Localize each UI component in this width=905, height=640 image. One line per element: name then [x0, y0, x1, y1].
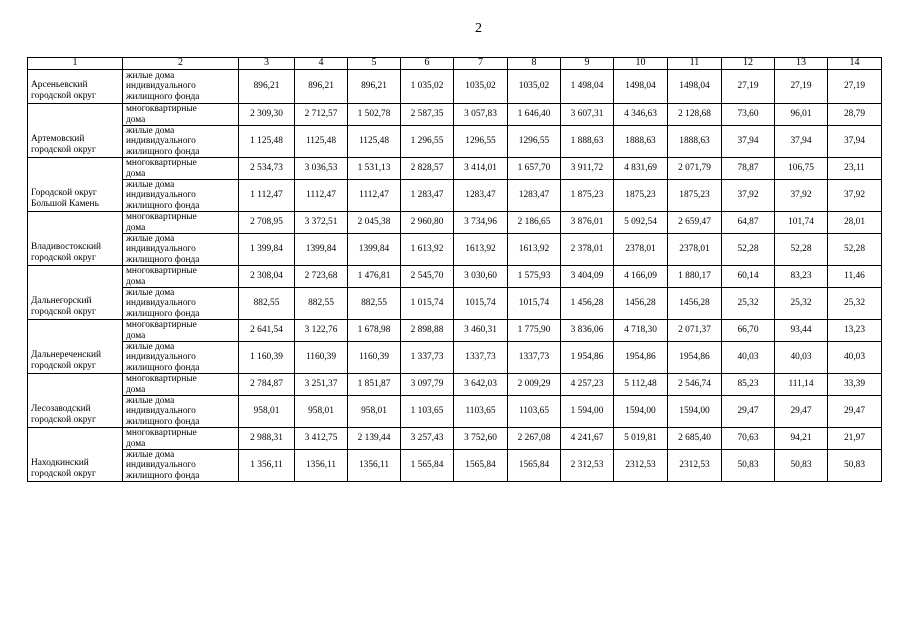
region-name-line: Владивостокский	[31, 242, 102, 252]
region-name-line: городской округ	[31, 468, 96, 479]
table-row	[28, 180, 882, 212]
column-number-9: 9	[561, 58, 614, 70]
value-cell-col-5: 1399,84	[348, 234, 401, 266]
value-cell-col-3: 2 309,30	[239, 104, 295, 126]
housing-type-line: жилые дома	[126, 180, 175, 191]
value-cell-col-3: 2 988,31	[239, 428, 295, 450]
value-cell-col-14: 25,32	[828, 288, 882, 320]
region-name-line: городской округ	[31, 414, 96, 425]
value-cell-col-4: 3 251,37	[295, 374, 348, 396]
housing-type-line: жилые дома	[126, 126, 175, 137]
tariff-table	[27, 57, 882, 482]
value-cell-col-3: 2 708,95	[239, 212, 295, 234]
value-cell-col-11: 2 071,37	[668, 320, 722, 342]
value-cell-col-10: 1875,23	[614, 180, 668, 212]
value-cell-col-5: 882,55	[348, 288, 401, 320]
value-cell-col-12: 40,03	[722, 342, 775, 374]
value-cell-col-3: 1 356,11	[239, 450, 295, 482]
value-cell-col-8: 1 657,70	[508, 158, 561, 180]
column-number-8: 8	[508, 58, 561, 70]
value-cell-col-10: 1888,63	[614, 126, 668, 158]
value-cell-col-13: 37,92	[775, 180, 828, 212]
value-cell-col-13: 93,44	[775, 320, 828, 342]
value-cell-col-5: 896,21	[348, 70, 401, 104]
housing-type	[123, 288, 239, 320]
value-cell-col-4: 1160,39	[295, 342, 348, 374]
value-cell-col-13: 25,32	[775, 288, 828, 320]
housing-type	[123, 212, 239, 234]
table-row	[28, 374, 882, 396]
value-cell-col-11: 2378,01	[668, 234, 722, 266]
value-cell-col-8: 1296,55	[508, 126, 561, 158]
housing-type-line: жилищного фонда	[126, 91, 200, 102]
value-cell-col-4: 3 372,51	[295, 212, 348, 234]
value-cell-col-12: 37,94	[722, 126, 775, 158]
value-cell-col-11: 1456,28	[668, 288, 722, 320]
value-cell-col-13: 111,14	[775, 374, 828, 396]
value-cell-col-10: 1456,28	[614, 288, 668, 320]
value-cell-col-8: 2 267,08	[508, 428, 561, 450]
value-cell-col-12: 37,92	[722, 180, 775, 212]
region-name	[28, 320, 123, 374]
value-cell-col-7: 1296,55	[454, 126, 508, 158]
value-cell-col-13: 29,47	[775, 396, 828, 428]
value-cell-col-7: 1015,74	[454, 288, 508, 320]
housing-type-line: дома	[126, 168, 146, 179]
value-cell-col-8: 1565,84	[508, 450, 561, 482]
value-cell-col-9: 1 888,63	[561, 126, 614, 158]
value-cell-col-5: 1 502,78	[348, 104, 401, 126]
value-cell-col-3: 958,01	[239, 396, 295, 428]
value-cell-col-14: 37,94	[828, 126, 882, 158]
value-cell-col-7: 1337,73	[454, 342, 508, 374]
housing-type	[123, 70, 239, 104]
value-cell-col-4: 3 412,75	[295, 428, 348, 450]
region-name	[28, 428, 123, 482]
region-name	[28, 158, 123, 212]
housing-type	[123, 450, 239, 482]
value-cell-col-14: 29,47	[828, 396, 882, 428]
housing-type-line: индивидуального	[126, 298, 196, 309]
table-row	[28, 70, 882, 104]
value-cell-col-4: 1125,48	[295, 126, 348, 158]
table-row	[28, 126, 882, 158]
table-row	[28, 450, 882, 482]
value-cell-col-4: 1399,84	[295, 234, 348, 266]
housing-type-line: жилищного фонда	[126, 146, 200, 157]
housing-type-line: жилищного фонда	[126, 362, 200, 373]
value-cell-col-5: 1 476,81	[348, 266, 401, 288]
value-cell-col-6: 3 097,79	[401, 374, 454, 396]
value-cell-col-10: 1498,04	[614, 70, 668, 104]
housing-type	[123, 104, 239, 126]
region-name-line: Лесозаводский	[31, 404, 91, 414]
table-row	[28, 428, 882, 450]
value-cell-col-9: 2 312,53	[561, 450, 614, 482]
housing-type	[123, 428, 239, 450]
region-name-line: Городской округ	[31, 188, 97, 198]
value-cell-col-10: 5 112,48	[614, 374, 668, 396]
column-number-5: 5	[348, 58, 401, 70]
value-cell-col-8: 1337,73	[508, 342, 561, 374]
value-cell-col-7: 3 057,83	[454, 104, 508, 126]
value-cell-col-14: 13,23	[828, 320, 882, 342]
value-cell-col-3: 2 641,54	[239, 320, 295, 342]
value-cell-col-6: 3 257,43	[401, 428, 454, 450]
value-cell-col-4: 958,01	[295, 396, 348, 428]
value-cell-col-8: 2 186,65	[508, 212, 561, 234]
value-cell-col-6: 1 035,02	[401, 70, 454, 104]
housing-type-line: многоквартирные	[126, 158, 197, 169]
value-cell-col-9: 1 875,23	[561, 180, 614, 212]
region-name-line: городской округ	[31, 306, 96, 317]
value-cell-col-6: 1 103,65	[401, 396, 454, 428]
region-name-line: Находкинский	[31, 458, 89, 468]
value-cell-col-5: 1356,11	[348, 450, 401, 482]
value-cell-col-9: 2 378,01	[561, 234, 614, 266]
housing-type	[123, 374, 239, 396]
value-cell-col-12: 78,87	[722, 158, 775, 180]
housing-type-line: многоквартирные	[126, 212, 197, 223]
value-cell-col-13: 83,23	[775, 266, 828, 288]
column-number-2: 2	[123, 58, 239, 70]
value-cell-col-8: 1 646,40	[508, 104, 561, 126]
value-cell-col-5: 2 139,44	[348, 428, 401, 450]
value-cell-col-3: 1 399,84	[239, 234, 295, 266]
housing-type-line: многоквартирные	[126, 374, 197, 385]
table-row	[28, 212, 882, 234]
value-cell-col-11: 1498,04	[668, 70, 722, 104]
value-cell-col-7: 3 734,96	[454, 212, 508, 234]
value-cell-col-4: 882,55	[295, 288, 348, 320]
value-cell-col-5: 1 531,13	[348, 158, 401, 180]
region-name-line: городской округ	[31, 252, 96, 263]
value-cell-col-10: 4 346,63	[614, 104, 668, 126]
value-cell-col-4: 896,21	[295, 70, 348, 104]
region-name	[28, 104, 123, 158]
value-cell-col-7: 3 642,03	[454, 374, 508, 396]
value-cell-col-13: 96,01	[775, 104, 828, 126]
column-number-12: 12	[722, 58, 775, 70]
value-cell-col-9: 1 456,28	[561, 288, 614, 320]
value-cell-col-8: 1035,02	[508, 70, 561, 104]
column-number-7: 7	[454, 58, 508, 70]
housing-type	[123, 158, 239, 180]
value-cell-col-6: 2 545,70	[401, 266, 454, 288]
value-cell-col-8: 2 009,29	[508, 374, 561, 396]
value-cell-col-14: 28,01	[828, 212, 882, 234]
housing-type-line: жилые дома	[126, 288, 175, 299]
value-cell-col-9: 3 607,31	[561, 104, 614, 126]
region-name-line: Дальнереченский	[31, 350, 102, 360]
value-cell-col-13: 37,94	[775, 126, 828, 158]
value-cell-col-3: 1 112,47	[239, 180, 295, 212]
value-cell-col-3: 882,55	[239, 288, 295, 320]
value-cell-col-12: 60,14	[722, 266, 775, 288]
region-name	[28, 374, 123, 428]
value-cell-col-5: 1160,39	[348, 342, 401, 374]
value-cell-col-14: 21,97	[828, 428, 882, 450]
value-cell-col-7: 3 752,60	[454, 428, 508, 450]
region-name-line: Дальнегорский	[31, 296, 92, 306]
table-row	[28, 266, 882, 288]
value-cell-col-6: 1 337,73	[401, 342, 454, 374]
value-cell-col-8: 1015,74	[508, 288, 561, 320]
value-cell-col-11: 1594,00	[668, 396, 722, 428]
value-cell-col-9: 4 241,67	[561, 428, 614, 450]
housing-type-line: жилые дома	[126, 450, 175, 461]
housing-type-line: жилищного фонда	[126, 308, 200, 319]
value-cell-col-9: 3 876,01	[561, 212, 614, 234]
value-cell-col-13: 94,21	[775, 428, 828, 450]
region-name-line: Большой Камень	[31, 198, 99, 209]
value-cell-col-7: 3 414,01	[454, 158, 508, 180]
column-number-1: 1	[28, 58, 123, 70]
table-header-row	[28, 58, 882, 70]
housing-type	[123, 234, 239, 266]
housing-type-line: жилищного фонда	[126, 200, 200, 211]
region-name-line: Артемовский	[31, 134, 85, 144]
value-cell-col-6: 2 960,80	[401, 212, 454, 234]
value-cell-col-12: 85,23	[722, 374, 775, 396]
value-cell-col-10: 5 092,54	[614, 212, 668, 234]
value-cell-col-7: 1283,47	[454, 180, 508, 212]
value-cell-col-14: 52,28	[828, 234, 882, 266]
housing-type-line: жилищного фонда	[126, 254, 200, 265]
housing-type-line: индивидуального	[126, 406, 196, 417]
page-number: 2	[475, 21, 482, 36]
housing-type	[123, 180, 239, 212]
housing-type-line: многоквартирные	[126, 320, 197, 331]
value-cell-col-12: 70,63	[722, 428, 775, 450]
housing-type	[123, 320, 239, 342]
value-cell-col-14: 23,11	[828, 158, 882, 180]
value-cell-col-10: 4 166,09	[614, 266, 668, 288]
value-cell-col-6: 1 565,84	[401, 450, 454, 482]
value-cell-col-9: 1 594,00	[561, 396, 614, 428]
housing-type-line: дома	[126, 114, 146, 125]
housing-type-line: индивидуального	[126, 190, 196, 201]
value-cell-col-11: 2 546,74	[668, 374, 722, 396]
value-cell-col-11: 2 685,40	[668, 428, 722, 450]
housing-type-line: жилищного фонда	[126, 470, 200, 481]
housing-type-line: дома	[126, 222, 146, 233]
value-cell-col-7: 1103,65	[454, 396, 508, 428]
value-cell-col-5: 958,01	[348, 396, 401, 428]
value-cell-col-4: 3 122,76	[295, 320, 348, 342]
value-cell-col-12: 50,83	[722, 450, 775, 482]
value-cell-col-11: 2 659,47	[668, 212, 722, 234]
value-cell-col-13: 40,03	[775, 342, 828, 374]
table-row	[28, 320, 882, 342]
value-cell-col-9: 3 836,06	[561, 320, 614, 342]
value-cell-col-10: 2312,53	[614, 450, 668, 482]
value-cell-col-6: 2 587,35	[401, 104, 454, 126]
housing-type-line: индивидуального	[126, 136, 196, 147]
housing-type-line: дома	[126, 330, 146, 341]
housing-type-line: жилые дома	[126, 396, 175, 407]
housing-type-line: дома	[126, 438, 146, 449]
value-cell-col-8: 1283,47	[508, 180, 561, 212]
value-cell-col-11: 1954,86	[668, 342, 722, 374]
region-name	[28, 212, 123, 266]
value-cell-col-3: 2 784,87	[239, 374, 295, 396]
column-number-11: 11	[668, 58, 722, 70]
value-cell-col-13: 50,83	[775, 450, 828, 482]
value-cell-col-6: 1 283,47	[401, 180, 454, 212]
housing-type-line: индивидуального	[126, 81, 196, 92]
value-cell-col-3: 1 125,48	[239, 126, 295, 158]
region-name	[28, 70, 123, 104]
value-cell-col-4: 1356,11	[295, 450, 348, 482]
table-row	[28, 342, 882, 374]
value-cell-col-14: 28,79	[828, 104, 882, 126]
value-cell-col-12: 29,47	[722, 396, 775, 428]
value-cell-col-13: 106,75	[775, 158, 828, 180]
housing-type-line: индивидуального	[126, 244, 196, 255]
value-cell-col-6: 1 015,74	[401, 288, 454, 320]
housing-type-line: жилые дома	[126, 234, 175, 245]
value-cell-col-12: 64,87	[722, 212, 775, 234]
value-cell-col-5: 1 851,87	[348, 374, 401, 396]
region-name-line: городской округ	[31, 144, 96, 155]
value-cell-col-7: 1613,92	[454, 234, 508, 266]
housing-type	[123, 266, 239, 288]
value-cell-col-7: 3 460,31	[454, 320, 508, 342]
column-number-14: 14	[828, 58, 882, 70]
value-cell-col-6: 1 613,92	[401, 234, 454, 266]
region-name-line: городской округ	[31, 90, 96, 101]
value-cell-col-7: 1565,84	[454, 450, 508, 482]
value-cell-col-13: 101,74	[775, 212, 828, 234]
value-cell-col-13: 52,28	[775, 234, 828, 266]
value-cell-col-12: 66,70	[722, 320, 775, 342]
value-cell-col-8: 1613,92	[508, 234, 561, 266]
value-cell-col-4: 2 712,57	[295, 104, 348, 126]
value-cell-col-4: 3 036,53	[295, 158, 348, 180]
table-row	[28, 234, 882, 266]
housing-type	[123, 126, 239, 158]
value-cell-col-8: 1103,65	[508, 396, 561, 428]
value-cell-col-3: 2 308,04	[239, 266, 295, 288]
housing-type	[123, 396, 239, 428]
housing-type-line: многоквартирные	[126, 266, 197, 277]
value-cell-col-12: 27,19	[722, 70, 775, 104]
value-cell-col-14: 27,19	[828, 70, 882, 104]
housing-type-line: дома	[126, 276, 146, 287]
housing-type-line: многоквартирные	[126, 428, 197, 439]
table-row	[28, 158, 882, 180]
value-cell-col-12: 52,28	[722, 234, 775, 266]
region-name	[28, 266, 123, 320]
value-cell-col-10: 5 019,81	[614, 428, 668, 450]
value-cell-col-5: 2 045,38	[348, 212, 401, 234]
value-cell-col-10: 1594,00	[614, 396, 668, 428]
value-cell-col-11: 1 880,17	[668, 266, 722, 288]
value-cell-col-14: 40,03	[828, 342, 882, 374]
column-number-10: 10	[614, 58, 668, 70]
housing-type-line: индивидуального	[126, 352, 196, 363]
value-cell-col-14: 33,39	[828, 374, 882, 396]
housing-type-line: индивидуального	[126, 460, 196, 471]
region-name-line: Арсеньевский	[31, 80, 88, 90]
value-cell-col-11: 1875,23	[668, 180, 722, 212]
value-cell-col-3: 2 534,73	[239, 158, 295, 180]
table-row	[28, 104, 882, 126]
value-cell-col-10: 2378,01	[614, 234, 668, 266]
housing-type	[123, 342, 239, 374]
table-row	[28, 288, 882, 320]
value-cell-col-14: 50,83	[828, 450, 882, 482]
housing-type-line: многоквартирные	[126, 104, 197, 115]
value-cell-col-10: 1954,86	[614, 342, 668, 374]
value-cell-col-12: 25,32	[722, 288, 775, 320]
value-cell-col-8: 1 775,90	[508, 320, 561, 342]
table-row	[28, 396, 882, 428]
value-cell-col-9: 4 257,23	[561, 374, 614, 396]
value-cell-col-14: 11,46	[828, 266, 882, 288]
value-cell-col-7: 1035,02	[454, 70, 508, 104]
value-cell-col-13: 27,19	[775, 70, 828, 104]
value-cell-col-3: 1 160,39	[239, 342, 295, 374]
value-cell-col-10: 4 831,69	[614, 158, 668, 180]
value-cell-col-11: 2 071,79	[668, 158, 722, 180]
value-cell-col-6: 1 296,55	[401, 126, 454, 158]
value-cell-col-9: 1 954,86	[561, 342, 614, 374]
value-cell-col-5: 1112,47	[348, 180, 401, 212]
value-cell-col-4: 2 723,68	[295, 266, 348, 288]
value-cell-col-5: 1 678,98	[348, 320, 401, 342]
value-cell-col-7: 3 030,60	[454, 266, 508, 288]
value-cell-col-11: 2 128,68	[668, 104, 722, 126]
region-name-line: городской округ	[31, 360, 96, 371]
value-cell-col-11: 1888,63	[668, 126, 722, 158]
value-cell-col-11: 2312,53	[668, 450, 722, 482]
value-cell-col-8: 1 575,93	[508, 266, 561, 288]
column-number-4: 4	[295, 58, 348, 70]
value-cell-col-5: 1125,48	[348, 126, 401, 158]
housing-type-line: дома	[126, 384, 146, 395]
value-cell-col-9: 3 404,09	[561, 266, 614, 288]
value-cell-col-9: 3 911,72	[561, 158, 614, 180]
value-cell-col-6: 2 898,88	[401, 320, 454, 342]
value-cell-col-6: 2 828,57	[401, 158, 454, 180]
column-number-3: 3	[239, 58, 295, 70]
column-number-6: 6	[401, 58, 454, 70]
value-cell-col-4: 1112,47	[295, 180, 348, 212]
value-cell-col-14: 37,92	[828, 180, 882, 212]
value-cell-col-10: 4 718,30	[614, 320, 668, 342]
value-cell-col-9: 1 498,04	[561, 70, 614, 104]
housing-type-line: жилищного фонда	[126, 416, 200, 427]
column-number-13: 13	[775, 58, 828, 70]
housing-type-line: жилые дома	[126, 342, 175, 353]
value-cell-col-3: 896,21	[239, 70, 295, 104]
value-cell-col-12: 73,60	[722, 104, 775, 126]
housing-type-line: жилые дома	[126, 71, 175, 82]
